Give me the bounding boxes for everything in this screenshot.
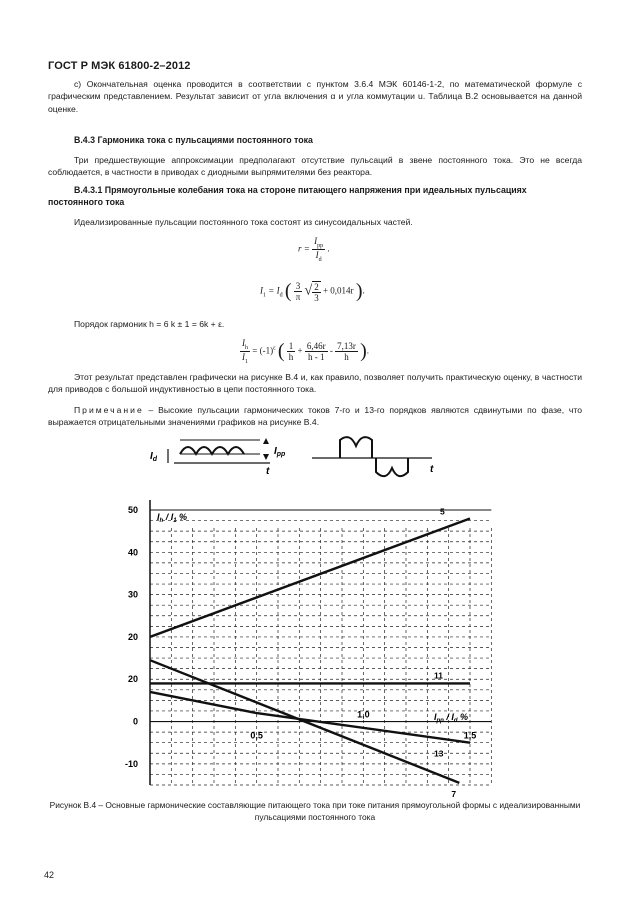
y-tick-label: 40 bbox=[127, 547, 138, 558]
sketch-ipp-arrows bbox=[263, 438, 269, 460]
series-label-11: 11 bbox=[434, 670, 443, 681]
paragraph-b43: Три предшествующие аппроксимации предполагают отсутствие пульсаций в звене постоянного тока. Это не всегда соблюдается, в частности в приводах с диодными выпрямителями без реактора. bbox=[48, 155, 582, 178]
heading-b43: В.4.3 Гармоника тока с пульсациями постоянного тока bbox=[74, 135, 313, 145]
formula3-c-den: h bbox=[344, 351, 349, 362]
y-tick-label: -10 bbox=[124, 758, 138, 769]
formula3-lhs-num-sub: h bbox=[245, 344, 248, 351]
y-tick-label: 20 bbox=[127, 631, 138, 642]
x-tick-label: 0,5 bbox=[250, 730, 263, 741]
waveform-sketch bbox=[140, 432, 460, 484]
y-tick-label: 20 bbox=[127, 674, 138, 685]
harmonic-order: Порядок гармоник h = 6 k ± 1 = 6k + ε. bbox=[74, 319, 225, 329]
y-tick-label: 50 bbox=[127, 505, 138, 515]
formula3-eq: = (-1) bbox=[252, 345, 274, 356]
sketch-negative-pulse bbox=[376, 458, 408, 476]
note bbox=[48, 404, 582, 429]
series-label-7: 7 bbox=[451, 788, 457, 798]
paragraph-result: Этот результат представлен графически на рисунке В.4 и, как правило, позволяет получить практическую оценку, в частности для приводов с большой индуктивностью в цепи постоянного тока. bbox=[48, 372, 582, 395]
formula1-num: I bbox=[314, 236, 318, 246]
formula2-root-num: 2 bbox=[314, 281, 319, 292]
formula-ripple-ratio: r = $\frac{I_{pp}}{I_d}$ . bbox=[298, 236, 330, 263]
formula3-eq-sup: ε bbox=[273, 345, 276, 352]
sketch-ripple-wave bbox=[180, 447, 244, 454]
heading-b431: В.4.3.1 Прямоугольные колебания тока на стороне питающего напряжения при идеальных пульсациях постоянного тока bbox=[48, 185, 527, 208]
formula3-lhs-den-sub: 1 bbox=[245, 358, 248, 365]
sketch-id-label: $I_d$ bbox=[150, 451, 158, 463]
formula3-a-num: 1 bbox=[288, 340, 294, 351]
note-label: Примечание bbox=[74, 405, 144, 415]
figure-caption: Рисунок В.4 – Основные гармонические составляющие питающего тока при токе питания прямоугольной формы с идеализированными пульсациями постоянного тока bbox=[49, 800, 581, 822]
chart-grid bbox=[150, 510, 491, 785]
series-label-5: 5 bbox=[440, 506, 445, 517]
chart-y-axis-label: $I_h / I_1$ % bbox=[157, 512, 188, 524]
formula2-frac-num: 3 bbox=[294, 281, 303, 292]
series-label-13: 13 bbox=[434, 748, 444, 759]
formula3-c-num: 7,13r bbox=[337, 340, 356, 351]
formula2-eq: = I bbox=[268, 285, 280, 296]
sketch-t1-label: t bbox=[266, 466, 270, 477]
formula3-b-den: h - 1 bbox=[307, 351, 325, 362]
formula2-root-den: 3 bbox=[314, 292, 319, 303]
paragraph-ideal: Идеализированные пульсации постоянного тока состоят из синусоидальных частей. bbox=[74, 217, 413, 227]
formula1-den: I bbox=[315, 249, 319, 260]
harmonics-chart bbox=[0, 480, 630, 798]
x-tick-label: 1,0 bbox=[357, 709, 370, 720]
note-text: – Высокие пульсации гармонических токов 7-го и 13-го порядков являются сдвинутыми по фазе, что выражается отрицательными значениями графиков на рисунке В.4. bbox=[48, 405, 582, 428]
formula1-den-sub: d bbox=[318, 256, 322, 263]
formula3-b-num: 6,46r bbox=[306, 340, 326, 351]
sketch-t2-label: t bbox=[430, 464, 434, 475]
formula2-eq-sub: d bbox=[279, 292, 283, 299]
formula3-a-den: h bbox=[288, 351, 294, 362]
formula-fundamental: $I_1 = I_d$ ( $\frac{3}{\pi}$ √ $\frac{2}{3}$ + 0,014r ). bbox=[260, 280, 365, 303]
x-tick-label: 1,5 bbox=[463, 730, 477, 741]
formula3-lhs-num: I bbox=[242, 338, 245, 348]
sketch-ipp-label: $I_{pp}$ bbox=[274, 446, 286, 458]
formula2-tail: + 0,014r bbox=[322, 285, 354, 296]
y-tick-label: 0 bbox=[132, 716, 138, 727]
chart-series bbox=[150, 506, 470, 798]
formula-harmonic-ratio: $\frac{I_h}{I_1}$ = $(-1)^\varepsilon$ ( $\frac{1}{h}$ + $\frac{6,46r}{h - 1}$ - $\frac{7,13r}{h}$ ). bbox=[242, 338, 370, 365]
sketch-positive-pulse bbox=[340, 437, 372, 458]
series-line-13 bbox=[150, 692, 470, 743]
formula2-lhs-sub: 1 bbox=[263, 292, 266, 299]
formula3-lhs-den: I bbox=[242, 351, 245, 362]
formula2-lhs: I bbox=[260, 285, 263, 296]
chart-x-axis-label: $I_{pp} / I_d$ % bbox=[434, 712, 469, 724]
formula1-lhs: r = bbox=[298, 243, 310, 254]
formula2-frac-den: π bbox=[295, 292, 301, 302]
document-header: ГОСТ Р МЭК 61800-2–2012 bbox=[48, 60, 191, 72]
formula1-num-sub: pp bbox=[317, 242, 324, 249]
y-tick-label: 30 bbox=[127, 589, 138, 600]
paragraph-c: с) Окончательная оценка проводится в соответствии с пунктом 3.6.4 МЭК 60146-1-2, по математической формуле с графическим представлением. Результат зависит от угла включения α и угла коммутации u. Таблица В.2 основывается на данной оценке. bbox=[48, 79, 582, 114]
page-number: 42 bbox=[44, 870, 55, 880]
series-line-5 bbox=[150, 518, 470, 636]
